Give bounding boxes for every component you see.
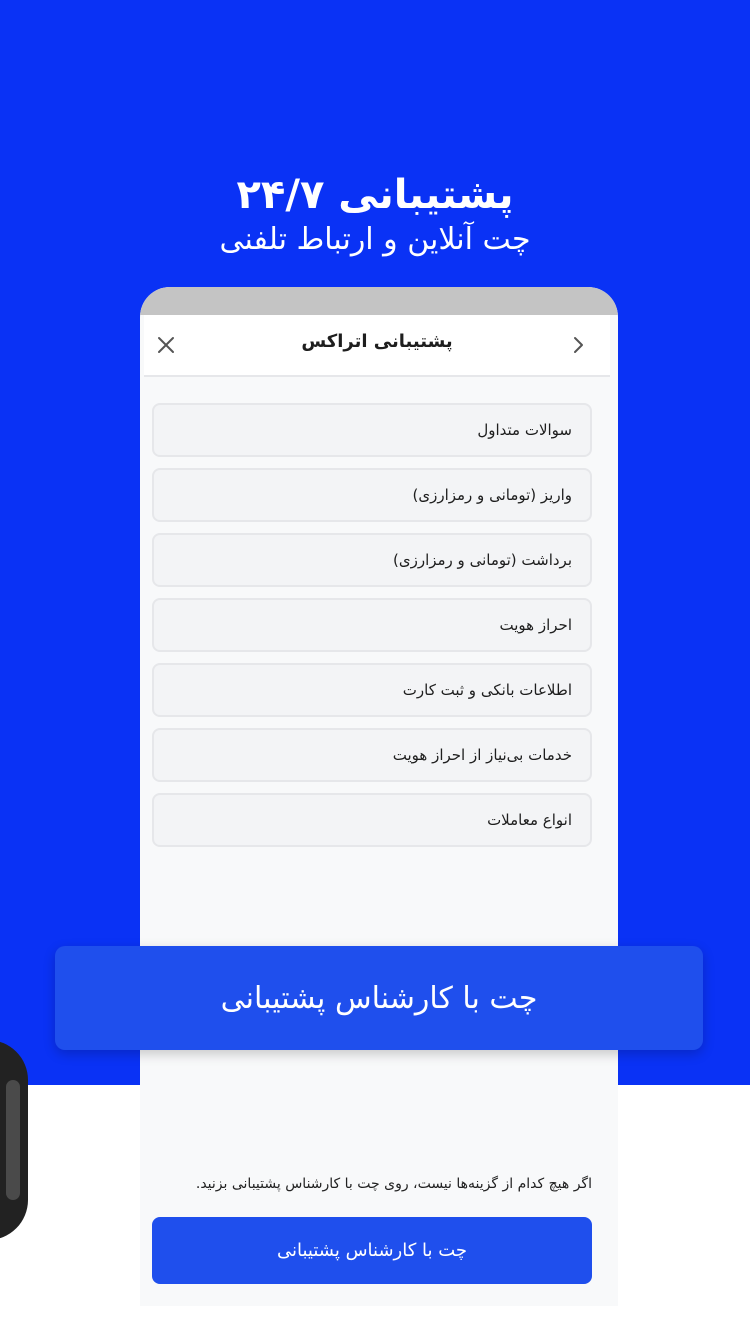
chat-banner[interactable]: چت با کارشناس پشتیبانی <box>55 946 703 1050</box>
hero-title: پشتیبانی ۲۴/۷ <box>236 172 514 218</box>
support-header <box>144 315 610 377</box>
device-bottom <box>140 1306 618 1334</box>
menu-item-faq[interactable] <box>152 403 592 457</box>
device-status-bar <box>140 287 618 315</box>
chevron-right-icon[interactable] <box>566 333 590 357</box>
menu-item-deposit[interactable] <box>152 468 592 522</box>
menu-item-label: خدمات بی‌نیاز از احراز هویت <box>392 746 572 764</box>
menu-item-label: انواع معاملات <box>487 811 572 829</box>
menu-item-label: برداشت (تومانی و رمزارزی) <box>392 551 572 569</box>
menu-item-label: اطلاعات بانکی و ثبت کارت <box>402 681 572 699</box>
menu-item-bank-info[interactable] <box>152 663 592 717</box>
hero-subtitle: چت آنلاین و ارتباط تلفنی <box>219 222 531 257</box>
support-menu <box>152 403 592 858</box>
menu-item-withdraw[interactable] <box>152 533 592 587</box>
menu-item-label: واریز (تومانی و رمزارزی) <box>412 486 572 504</box>
phone-edge-decoration <box>0 1040 28 1240</box>
menu-item-label: سوالات متداول <box>477 421 572 439</box>
menu-item-trade-types[interactable] <box>152 793 592 847</box>
chat-with-agent-button[interactable]: چت با کارشناس پشتیبانی <box>152 1217 592 1284</box>
menu-item-label: احراز هویت <box>499 616 572 634</box>
menu-item-kyc[interactable] <box>152 598 592 652</box>
hint-text: اگر هیچ کدام از گزینه‌ها نیست، روی چت با کارشناس پشتیبانی بزنید. <box>195 1176 592 1192</box>
page-title: پشتیبانی اتراکس <box>301 331 453 352</box>
menu-item-no-kyc-services[interactable] <box>152 728 592 782</box>
